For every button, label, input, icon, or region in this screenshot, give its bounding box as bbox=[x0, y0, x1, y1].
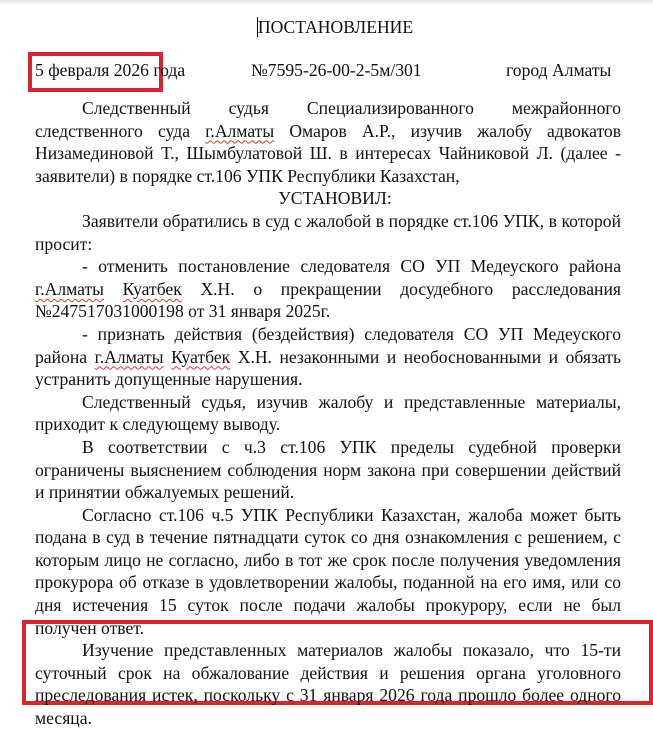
spellcheck-word[interactable]: Куатбек bbox=[122, 278, 182, 299]
paragraph-intro bbox=[35, 97, 621, 187]
text-span: - отменить постановление следователя СО УП Медеуского района bbox=[82, 256, 621, 277]
paragraph-deadline: Согласно ст.106 ч.5 УПК Республики Казахстан, жалоба может быть подана в суд в течение пятнадцати суток со дня ознакомления с решением, с которым лицо не согласно, либо в тот же срок после получения уведомления прокурора об отказе в удовлетворении жалобы, поданной на его имя, или со дня истечения 15 суток после подачи жалобы прокурору, если не был получен ответ. bbox=[35, 504, 621, 638]
document-body bbox=[35, 97, 621, 730]
paragraph-conclusion-intro: Следственный судья, изучив жалобу и представленные материалы, приходит к следующему выводу. bbox=[35, 391, 621, 435]
spellcheck-word[interactable]: Куатбек bbox=[171, 346, 231, 367]
document-date: 5 февраля 2026 года bbox=[35, 60, 186, 80]
viewer-top-edge bbox=[0, 0, 653, 5]
text-span: Следственный судья Специализированного межрайонного следственного суда bbox=[35, 98, 621, 141]
document-city: город Алматы bbox=[506, 60, 612, 80]
heading-established: УСТАНОВИЛ: bbox=[278, 188, 392, 209]
title-text: ПОСТАНОВЛЕНИЕ bbox=[257, 17, 414, 37]
document-page[interactable] bbox=[35, 16, 621, 730]
paragraph-request-1 bbox=[35, 255, 621, 323]
document-title bbox=[49, 16, 621, 40]
paragraph-request-2 bbox=[35, 323, 621, 391]
paragraph-applicants: Заявители обратились в суд с жалобой в порядке ст.106 УПК, в которой просит: bbox=[35, 210, 621, 254]
text-span: - признать действия (бездействия) следователя СО УП Медеуского района bbox=[35, 323, 621, 367]
text-span: Х.Н. о прекращении досудебного расследования №247517031000198 от 31 января 2025г. bbox=[35, 278, 621, 322]
text-span: Омаров А.Р., изучив жалобу адвокатов Низамединовой Т., Шымбулатовой Ш. в интересах Чайниковой Л. (далее - заявители) в порядке ст.106 УПК Республики Казахстан, bbox=[35, 120, 621, 186]
paragraph-limits: В соответствии с ч.3 ст.106 УПК пределы судебной проверки ограничены выяснением соблюдения норм закона при совершении действий и принятии обжалуемых решений. bbox=[35, 436, 621, 503]
document-meta-row bbox=[35, 59, 621, 93]
spellcheck-word[interactable]: г.Алматы bbox=[94, 346, 164, 367]
paragraph-finding: Изучение представленных материалов жалобы показало, что 15-ти суточный срок на обжалование действия и решения органа уголовного преследования истек, поскольку с 31 января 2026 года прошло более одного месяца. bbox=[35, 640, 621, 729]
text-span: Х.Н. незаконными и необоснованными и обязать устранить допущенные нарушения. bbox=[35, 346, 621, 390]
spellcheck-word[interactable]: г.Алматы bbox=[35, 278, 104, 299]
case-number: №7595-26-00-2-5м/301 bbox=[251, 60, 422, 80]
spellcheck-word[interactable]: г.Алматы bbox=[205, 120, 275, 141]
